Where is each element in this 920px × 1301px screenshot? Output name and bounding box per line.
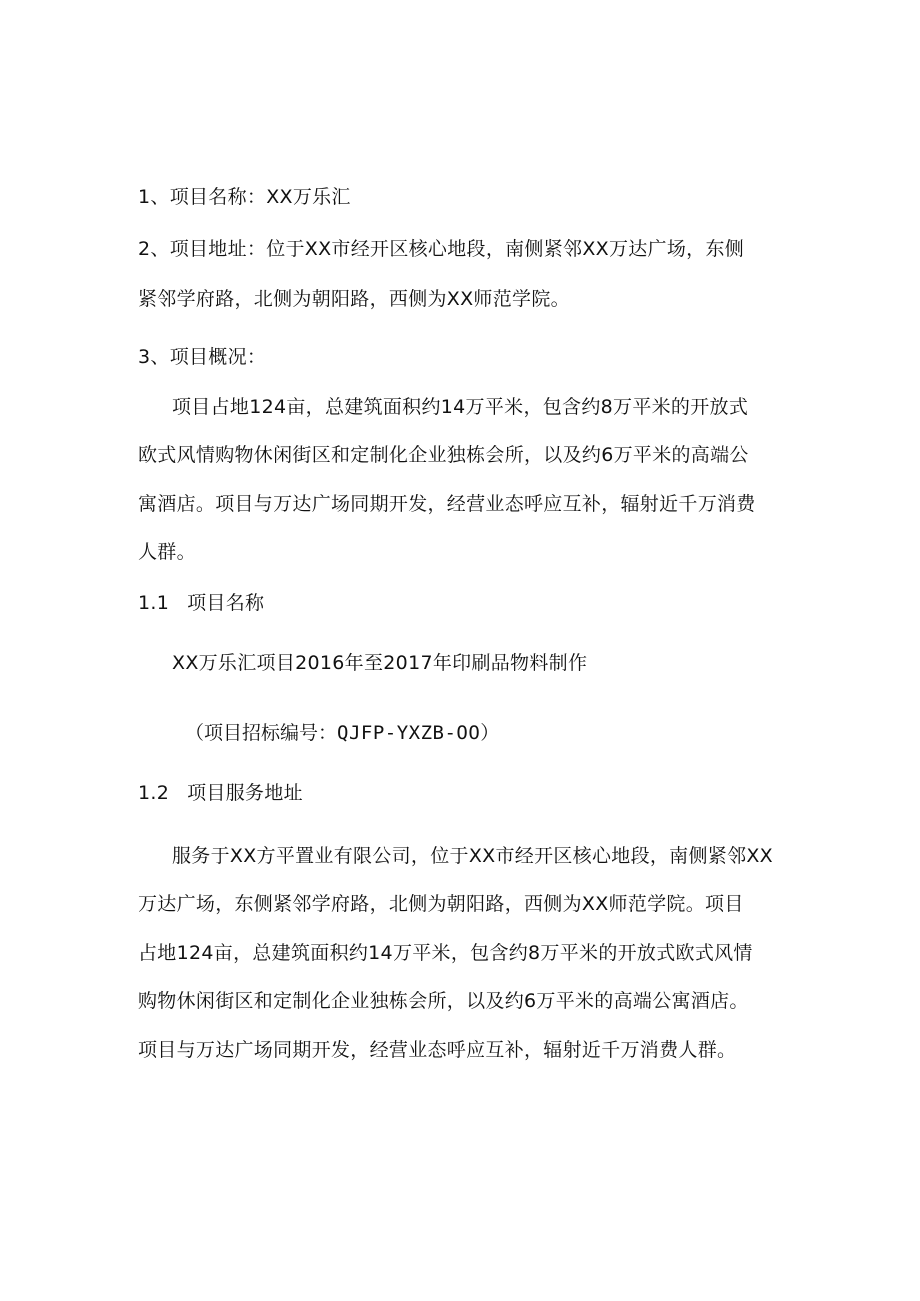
section-1-2-body-line-1: 服务于XX方平置业有限公司，位于XX市经开区核心地段，南侧紧邻XX bbox=[172, 845, 773, 867]
section-1-2-body-line-5: 项目与万达广场同期开发，经营业态呼应互补，辐射近千万消费人群。 bbox=[138, 1039, 737, 1061]
tender-code-prefix: （项目招标编号： bbox=[185, 722, 338, 744]
tender-code-line bbox=[185, 720, 499, 746]
section-1-1-number: 1.1 bbox=[138, 592, 170, 614]
section-1-2-title: 项目服务地址 bbox=[187, 782, 303, 804]
section-1-2-number: 1.2 bbox=[138, 782, 170, 804]
section-1-2-body-line-3: 占地124亩，总建筑面积约14万平米，包含约8万平米的开放式欧式风情 bbox=[138, 942, 753, 964]
item-project-name: 1、项目名称：XX万乐汇 bbox=[138, 186, 351, 208]
section-1-1-heading bbox=[138, 590, 264, 616]
overview-line-2: 欧式风情购物休闲街区和定制化企业独栋会所，以及约6万平米的高端公 bbox=[138, 444, 749, 466]
item-project-address-line-1: 2、项目地址：位于XX市经开区核心地段，南侧紧邻XX万达广场，东侧 bbox=[138, 238, 745, 260]
overview-line-3: 寓酒店。项目与万达广场同期开发，经营业态呼应互补，辐射近千万消费 bbox=[138, 493, 756, 515]
section-1-1-title: 项目名称 bbox=[187, 592, 265, 614]
item-project-overview-heading: 3、项目概况： bbox=[138, 346, 267, 368]
section-1-1-body: XX万乐汇项目2016年至2017年印刷品物料制作 bbox=[172, 652, 588, 674]
overview-line-4: 人群。 bbox=[138, 541, 196, 563]
item-project-address-line-2: 紧邻学府路，北侧为朝阳路，西侧为XX师范学院。 bbox=[138, 288, 570, 310]
tender-code-value: QJFP-YXZB-OO bbox=[337, 722, 481, 744]
section-1-2-body-line-2: 万达广场，东侧紧邻学府路，北侧为朝阳路，西侧为XX师范学院。项目 bbox=[138, 893, 744, 915]
section-1-2-heading bbox=[138, 780, 303, 806]
tender-code-suffix: ） bbox=[480, 722, 500, 744]
overview-line-1: 项目占地124亩，总建筑面积约14万平米，包含约8万平米的开放式 bbox=[172, 396, 749, 418]
section-1-2-body-line-4: 购物休闲街区和定制化企业独栋会所，以及约6万平米的高端公寓酒店。 bbox=[138, 990, 749, 1012]
